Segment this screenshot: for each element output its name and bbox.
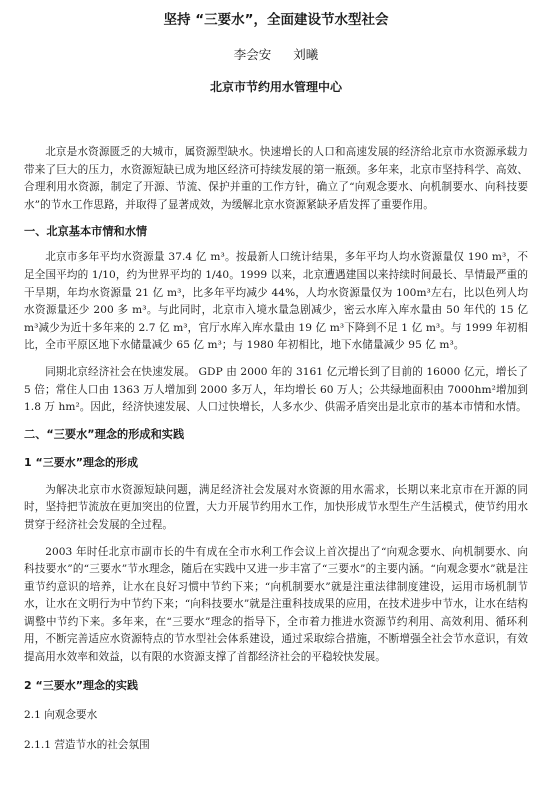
paper-authors: 李会安 刘曦 [233, 47, 319, 62]
subsection-2-heading: 2 “三要水”理念的实践 [24, 678, 138, 692]
abstract-paragraph: 北京是水资源匮乏的大城市，属资源型缺水。快速增长的人口和高速发展的经济给北京市水资源承载力带来了巨大的压力，水资源短缺已成为地区经济可持续发展的第一瓶颈。多年来，北京市坚持科学、高效、合理利用水资源，制定了开源、节流、保护并重的工作方针，确立了“向观念要水、向机制要水、向科技要水”的节水工作思路，并取得了显著成效，为缓解北京水资源紧缺矛盾发挥了重要作用。 [24, 146, 528, 211]
subsection-1-paragraph-1: 为解决北京市水资源短缺问题，满足经济社会发展对水资源的用水需求，长期以来北京市在开源的同时，坚持把节流放在更加突出的位置，大力开展节约用水工作，加快形成节水型生产生活模式，使节约用水贯穿于经济社会发展的全过程。 [24, 483, 528, 531]
paper-title: 坚持 “三要水”，全面建设节水型社会 [163, 12, 389, 28]
paper-affiliation: 北京市节约用水管理中心 [209, 80, 342, 94]
section-1-paragraph-1: 北京市多年平均水资源量 37.4 亿 m³。按最新人口统计结果，多年平均人均水资源量仅 190 m³，不足全国平均的 1/10，约为世界平均的 1/40。1999 以来，北京遭遇建国以来持续时间最长、旱情最严重的干旱期，年均水资源量 21 亿 m³，比多年平均减少 44%，人均水资源量仅为 100m³左右，比以色列人均水资源量还少 200 多 m³。与此同时，北京市入境水量急剧减少，密云水库入库水量由 50 年代的 15 亿 m³减少为近十多年来的 2.7 亿 m³，官厅水库入库水量由 19 亿 m³下降到不足 1 亿 m³。与 1999 年初相比，全市平原区地下水储量减少 65 亿 m³；与 1980 年初相比，地下水储量减少 95 亿 m³。 [24, 251, 528, 352]
section-2-heading: 二、“三要水”理念的形成和实践 [24, 427, 185, 441]
section-1-paragraph-2: 同期北京经济社会在快速发展。 GDP 由 2000 年的 3161 亿元增长到了目前的 16000 亿元，增长了 5 倍；常住人口由 1363 万人增加到 2000 多万人，年均增长 60 万人；公共绿地面积由 7000hm²增加到 1.8 万 hm²。因此，经济快速发展、人口过快增长，人多水少、供需矛盾突出是北京市的基本市情和水情。 [24, 365, 528, 414]
subsection-1-heading: 1 “三要水”理念的形成 [24, 455, 138, 469]
subsection-1-paragraph-2: 2003 年时任北京市副市长的牛有成在全市水利工作会议上首次提出了“向观念要水、向机制要水、向科技要水”的“三要水”节水理念，随后在实践中又进一步丰富了“三要水”的主要内涵。“向观念要水”就是注重节约意识的培养，让水在良好习惯中节约下来；“向机制要水”就是注重法律制度建设，运用市场机制节水，让水在文明行为中节约下来；“向科技要水”就是注重科技成果的应用，在技术进步中节水，让水在结构调整中节约下来。多年来，在“三要水”理念的指导下，全市着力推进水资源节约利用、高效利用、循环利用，不断完善适应水资源特点的节水型社会体系建设，通过采取综合措施，不断增强全社会节水意识，有效提高用水效率和效益，以有限的水资源支撑了首都经济社会的平稳较快发展。 [24, 545, 528, 664]
subsection-2-1-1-heading: 2.1.1 营造节水的社会氛围 [24, 738, 150, 751]
section-1-heading: 一、北京基本市情和水情 [24, 225, 148, 239]
subsection-2-1-heading: 2.1 向观念要水 [24, 708, 98, 721]
